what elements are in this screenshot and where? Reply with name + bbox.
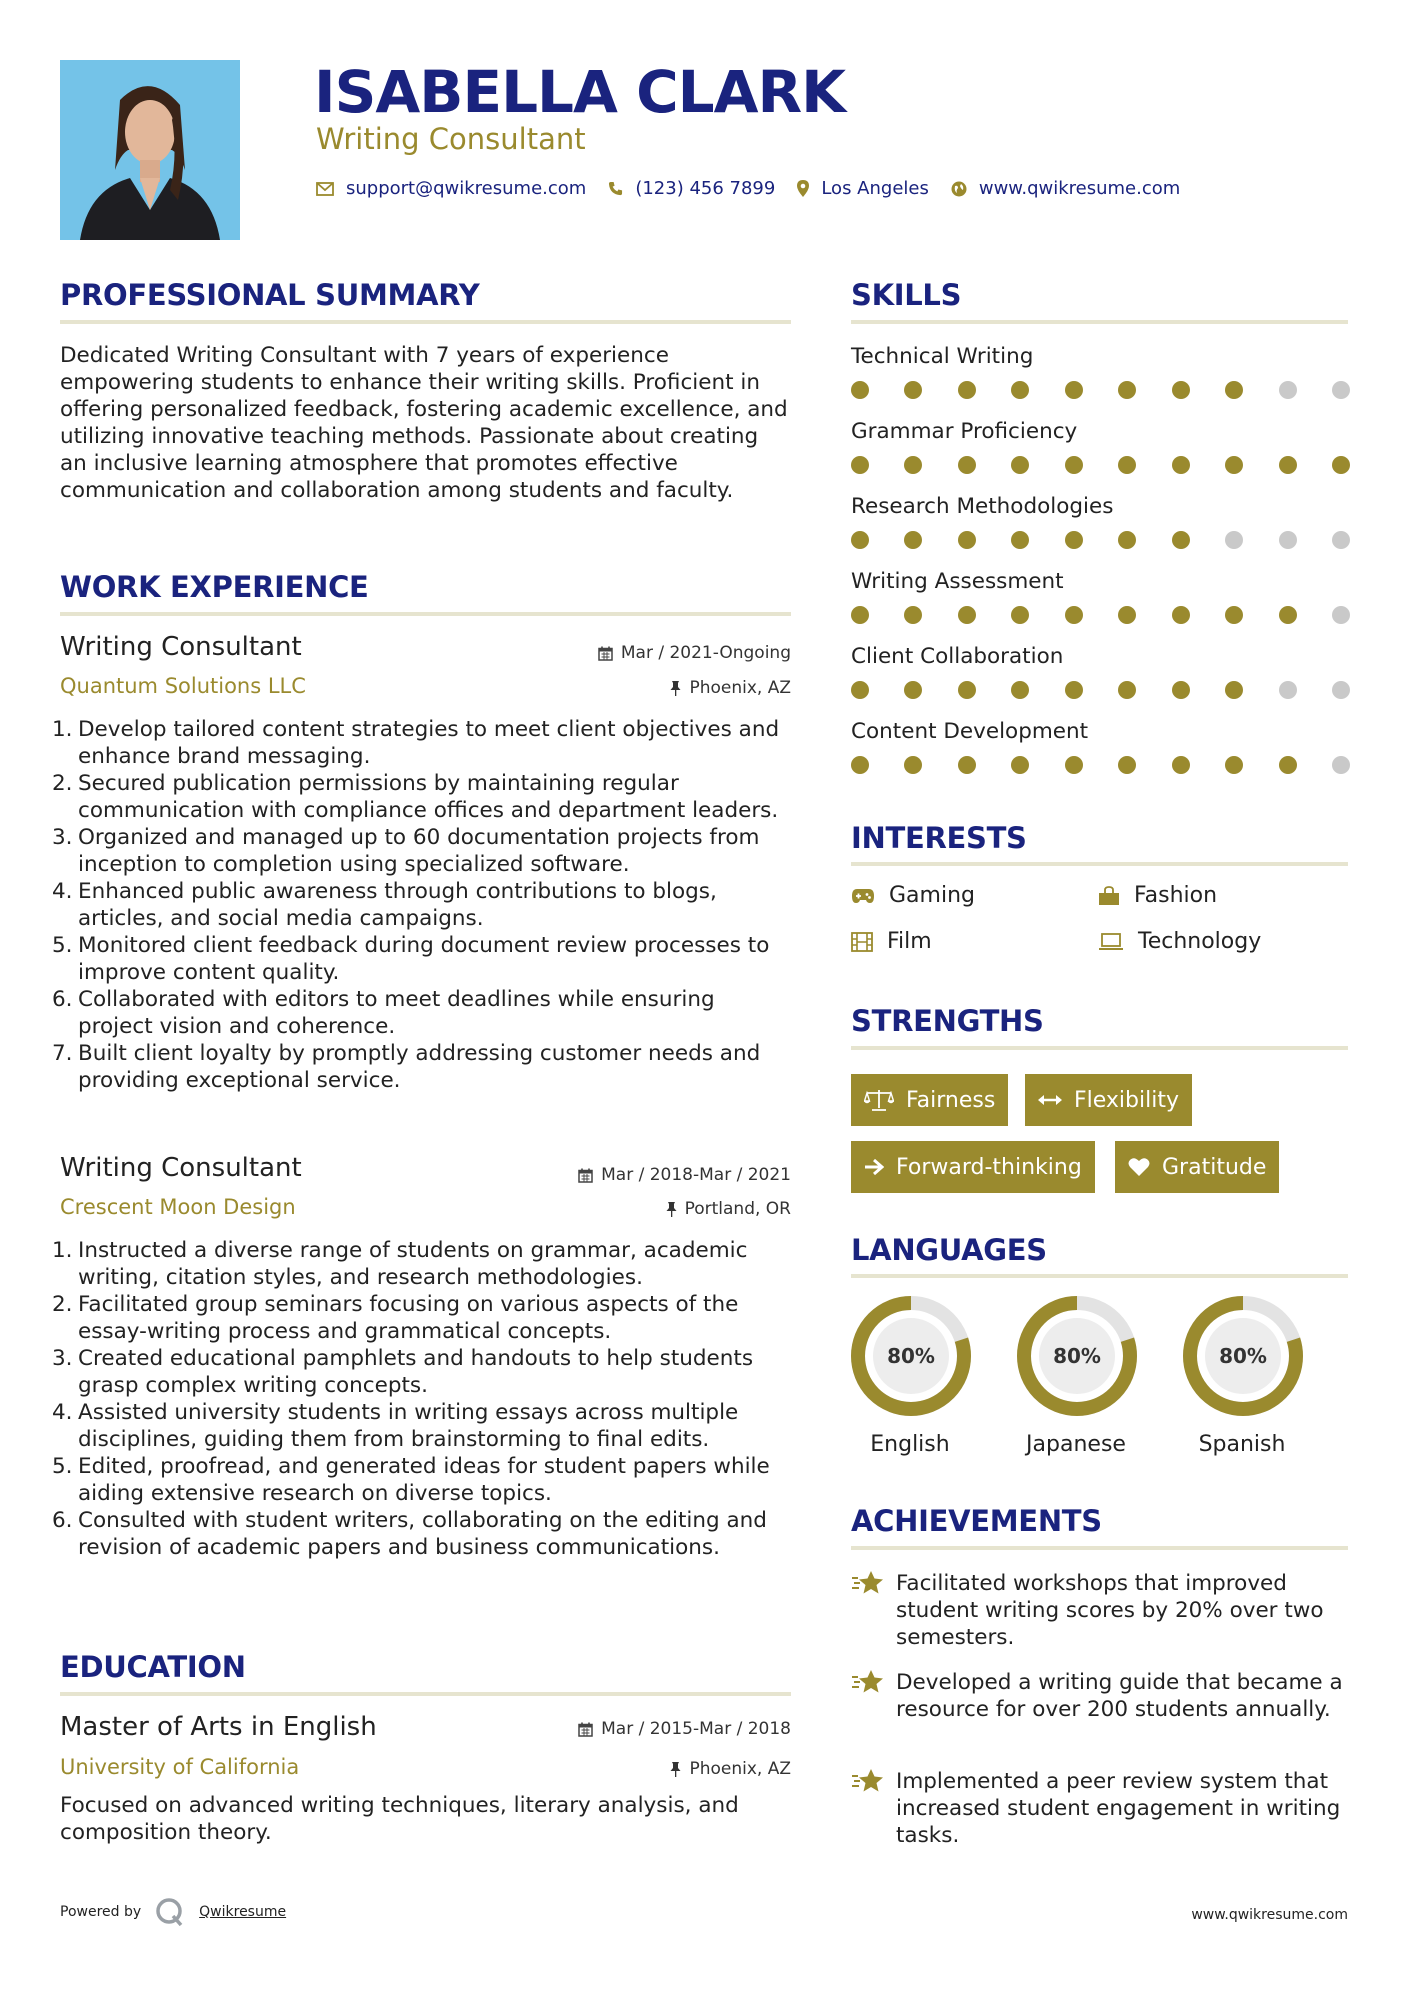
skill-dot-filled bbox=[1225, 381, 1243, 399]
skill-dot-filled bbox=[1065, 681, 1083, 699]
achievements-heading: ACHIEVEMENTS bbox=[851, 1504, 1102, 1538]
interest-item: Film bbox=[851, 929, 932, 954]
skill-dot-filled bbox=[904, 381, 922, 399]
contact-email[interactable] bbox=[316, 178, 586, 199]
skill-dot-filled bbox=[904, 681, 922, 699]
strength-tag: Flexibility bbox=[1025, 1074, 1192, 1126]
skill-dot-filled bbox=[958, 531, 976, 549]
school-name: University of California bbox=[60, 1755, 300, 1779]
skill-dot-filled bbox=[1172, 531, 1190, 549]
job-dates-text: Mar / 2018-Mar / 2021 bbox=[601, 1165, 791, 1185]
skill-dot-empty bbox=[1332, 681, 1350, 699]
achievement-item: Developed a writing guide that became a resource for over 200 students annually. bbox=[851, 1669, 1351, 1723]
strength-tag: Gratitude bbox=[1115, 1141, 1279, 1193]
job-location-text: Phoenix, AZ bbox=[689, 678, 791, 698]
skill-dot-filled bbox=[1118, 681, 1136, 699]
summary-heading: PROFESSIONAL SUMMARY bbox=[60, 278, 480, 312]
education-heading: EDUCATION bbox=[60, 1650, 246, 1684]
education-description: Focused on advanced writing techniques, literary analysis, and composition theory. bbox=[60, 1793, 739, 1845]
skill-dot-filled bbox=[1011, 381, 1029, 399]
education-location bbox=[670, 1759, 791, 1779]
list-item: 2. Facilitated group seminars focusing on various aspects of the essay-writing process and grammatical concepts. bbox=[52, 1292, 739, 1344]
language-name: English bbox=[870, 1432, 950, 1457]
strengths-heading: STRENGTHS bbox=[851, 1004, 1044, 1038]
skill-dot-filled bbox=[904, 756, 922, 774]
job-company: Crescent Moon Design bbox=[60, 1195, 296, 1219]
interest-item: Gaming bbox=[851, 883, 975, 908]
strength-tag: Forward-thinking bbox=[851, 1141, 1095, 1193]
strengths-divider bbox=[851, 1046, 1348, 1050]
list-item: 3. Created educational pamphlets and handouts to help students grasp complex writing concepts. bbox=[52, 1346, 754, 1398]
phone-text: (123) 456 7899 bbox=[635, 178, 776, 199]
skill-rating bbox=[851, 381, 1351, 401]
footer-website[interactable]: www.qwikresume.com bbox=[1191, 1907, 1348, 1923]
calendar-icon bbox=[598, 646, 613, 661]
skill-dot-filled bbox=[1011, 606, 1029, 624]
skill-dot-filled bbox=[1011, 456, 1029, 474]
skill-dot-filled bbox=[1065, 381, 1083, 399]
interest-item: Fashion bbox=[1098, 883, 1217, 908]
job-company: Quantum Solutions LLC bbox=[60, 674, 306, 698]
skill-dot-filled bbox=[1118, 606, 1136, 624]
film-icon bbox=[851, 932, 873, 952]
job-location-text: Portland, OR bbox=[684, 1199, 791, 1219]
calendar-icon bbox=[578, 1168, 593, 1183]
skill-rating bbox=[851, 756, 1351, 776]
pushpin-icon bbox=[670, 1762, 681, 1777]
interests-heading: INTERESTS bbox=[851, 821, 1027, 855]
contact-phone[interactable] bbox=[608, 178, 775, 199]
languages-heading: LANGUAGES bbox=[851, 1233, 1047, 1267]
skill-dot-filled bbox=[1011, 756, 1029, 774]
skill-dot-filled bbox=[851, 456, 869, 474]
language-ring bbox=[1014, 1293, 1140, 1419]
skill-name: Technical Writing bbox=[851, 344, 1034, 369]
list-item: 4. Assisted university students in writing essays across multiple disciplines, guiding them from brainstorming to final edits. bbox=[52, 1400, 739, 1452]
globe-icon bbox=[951, 181, 967, 197]
education-divider bbox=[60, 1692, 791, 1696]
skill-dot-filled bbox=[851, 606, 869, 624]
star-icon bbox=[851, 1570, 885, 1603]
contact-location bbox=[797, 178, 929, 199]
star-icon bbox=[851, 1669, 885, 1702]
skill-dot-filled bbox=[1225, 456, 1243, 474]
gamepad-icon bbox=[851, 888, 875, 904]
skill-dot-empty bbox=[1332, 381, 1350, 399]
education-dates bbox=[578, 1719, 791, 1739]
skill-dot-filled bbox=[904, 531, 922, 549]
list-item: 5. Monitored client feedback during document review processes to improve content quality. bbox=[52, 933, 770, 985]
skill-name: Client Collaboration bbox=[851, 644, 1064, 669]
list-item: 1. Develop tailored content strategies to meet client objectives and enhance brand messaging. bbox=[52, 717, 780, 769]
strength-tag: Fairness bbox=[851, 1074, 1008, 1126]
list-item: 4. Enhanced public awareness through contributions to blogs, articles, and social media campaigns. bbox=[52, 879, 717, 931]
skill-rating bbox=[851, 681, 1351, 701]
skill-dot-filled bbox=[1225, 681, 1243, 699]
skill-dot-filled bbox=[958, 681, 976, 699]
job-duties-list bbox=[52, 716, 792, 1094]
language-percent: 80% bbox=[1053, 1344, 1101, 1368]
achievement-item: Facilitated workshops that improved student writing scores by 20% over two semesters. bbox=[851, 1570, 1351, 1651]
skill-dot-filled bbox=[1332, 456, 1350, 474]
skill-dot-empty bbox=[1225, 531, 1243, 549]
pushpin-icon bbox=[666, 1202, 677, 1217]
summary-divider bbox=[60, 320, 791, 324]
job-location bbox=[666, 1199, 791, 1219]
skill-dot-filled bbox=[851, 381, 869, 399]
skill-name: Content Development bbox=[851, 719, 1089, 744]
skill-dot-filled bbox=[851, 756, 869, 774]
skill-dot-empty bbox=[1332, 756, 1350, 774]
education-location-text: Phoenix, AZ bbox=[689, 1759, 791, 1779]
languages-divider bbox=[851, 1274, 1348, 1278]
achievement-item: Implemented a peer review system that increased student engagement in writing tasks. bbox=[851, 1768, 1351, 1849]
skill-name: Writing Assessment bbox=[851, 569, 1064, 594]
list-item: 3. Organized and managed up to 60 documentation projects from inception to completion using specialized software. bbox=[52, 825, 760, 877]
skill-dot-filled bbox=[1279, 606, 1297, 624]
job-location bbox=[670, 678, 791, 698]
list-item: 6. Consulted with student writers, collaborating on the editing and revision of academic papers and business communications. bbox=[52, 1508, 767, 1560]
skill-dot-filled bbox=[1279, 756, 1297, 774]
envelope-icon bbox=[316, 182, 334, 196]
skills-divider bbox=[851, 320, 1348, 324]
skill-dot-filled bbox=[1225, 756, 1243, 774]
work-heading: WORK EXPERIENCE bbox=[60, 570, 369, 604]
profile-photo bbox=[60, 60, 240, 240]
language-name: Japanese bbox=[1026, 1432, 1126, 1457]
skill-dot-filled bbox=[1065, 606, 1083, 624]
location-text: Los Angeles bbox=[821, 178, 929, 199]
work-divider bbox=[60, 612, 791, 616]
heart-icon bbox=[1128, 1157, 1150, 1177]
phone-icon bbox=[608, 181, 623, 196]
skill-dot-filled bbox=[1011, 681, 1029, 699]
arrows-horizontal-icon bbox=[1038, 1093, 1062, 1107]
skills-heading: SKILLS bbox=[851, 278, 962, 312]
skill-dot-empty bbox=[1332, 531, 1350, 549]
laptop-icon bbox=[1098, 933, 1124, 951]
shopping-bag-icon bbox=[1098, 886, 1120, 906]
skill-rating bbox=[851, 456, 1351, 476]
skill-dot-empty bbox=[1279, 531, 1297, 549]
skill-dot-filled bbox=[1118, 381, 1136, 399]
skill-dot-filled bbox=[904, 606, 922, 624]
education-dates-text: Mar / 2015-Mar / 2018 bbox=[601, 1719, 791, 1739]
job-dates-text: Mar / 2021-Ongoing bbox=[620, 643, 791, 663]
email-text: support@qwikresume.com bbox=[346, 178, 587, 199]
skill-dot-empty bbox=[1279, 381, 1297, 399]
map-pin-icon bbox=[797, 180, 809, 197]
skill-dot-filled bbox=[958, 606, 976, 624]
language-percent: 80% bbox=[887, 1344, 935, 1368]
skill-dot-filled bbox=[958, 456, 976, 474]
language-name: Spanish bbox=[1198, 1432, 1286, 1457]
achievements-divider bbox=[851, 1546, 1348, 1550]
interests-divider bbox=[851, 862, 1348, 866]
skill-dot-filled bbox=[851, 681, 869, 699]
skill-dot-filled bbox=[1225, 606, 1243, 624]
skill-dot-filled bbox=[1172, 681, 1190, 699]
language-ring bbox=[848, 1293, 974, 1419]
arrow-right-icon bbox=[864, 1158, 884, 1176]
skill-dot-filled bbox=[1065, 456, 1083, 474]
job-dates bbox=[578, 1165, 791, 1185]
skill-dot-filled bbox=[1172, 456, 1190, 474]
skill-dot-empty bbox=[1279, 681, 1297, 699]
skill-dot-filled bbox=[1172, 381, 1190, 399]
contact-website[interactable] bbox=[951, 178, 1180, 199]
skill-dot-filled bbox=[904, 456, 922, 474]
summary-text: Dedicated Writing Consultant with 7 years of experience empowering students to enhance their writing skills. Proficient in offering personalized feedback, fostering academic excellence, and utilizing innovative teaching methods. Passionate about creating an inclusive learning atmosphere that promotes effective communication and collaboration among students and faculty. bbox=[60, 343, 788, 503]
job-title: Writing Consultant bbox=[60, 632, 302, 662]
skill-dot-filled bbox=[1279, 456, 1297, 474]
skill-dot-empty bbox=[1332, 606, 1350, 624]
star-icon bbox=[851, 1768, 885, 1801]
skill-dot-filled bbox=[1065, 756, 1083, 774]
calendar-icon bbox=[578, 1722, 593, 1737]
interest-item: Technology bbox=[1098, 929, 1261, 954]
skill-dot-filled bbox=[1011, 531, 1029, 549]
skill-dot-filled bbox=[1118, 531, 1136, 549]
language-percent: 80% bbox=[1219, 1344, 1267, 1368]
skill-rating bbox=[851, 531, 1351, 551]
degree-title: Master of Arts in English bbox=[60, 1712, 377, 1742]
job-dates bbox=[598, 643, 791, 663]
balance-scale-icon bbox=[864, 1089, 894, 1111]
job-duties-list bbox=[52, 1237, 792, 1561]
list-item: 6. Collaborated with editors to meet deadlines while ensuring project vision and coherence. bbox=[52, 987, 715, 1039]
skill-dot-filled bbox=[958, 756, 976, 774]
footer-powered-by: Powered by Qwikresume bbox=[60, 1897, 286, 1927]
list-item: 5. Edited, proofread, and generated ideas for student papers while aiding extensive research on diverse topics. bbox=[52, 1454, 770, 1506]
skill-dot-filled bbox=[1118, 456, 1136, 474]
list-item: 1. Instructed a diverse range of students on grammar, academic writing, citation styles, and research methodologies. bbox=[52, 1238, 748, 1290]
skill-dot-filled bbox=[1172, 756, 1190, 774]
skill-dot-filled bbox=[958, 381, 976, 399]
skill-name: Grammar Proficiency bbox=[851, 419, 1078, 444]
qwikresume-link[interactable]: Qwikresume bbox=[199, 1904, 287, 1920]
list-item: 2. Secured publication permissions by maintaining regular communication with compliance offices and department leaders. bbox=[52, 771, 779, 823]
skill-name: Research Methodologies bbox=[851, 494, 1114, 519]
skill-dot-filled bbox=[1118, 756, 1136, 774]
skill-dot-filled bbox=[1172, 606, 1190, 624]
job-title: Writing Consultant bbox=[60, 1153, 302, 1183]
pushpin-icon bbox=[670, 681, 681, 696]
list-item: 7. Built client loyalty by promptly addressing customer needs and providing exceptional service. bbox=[52, 1041, 761, 1093]
language-ring bbox=[1180, 1293, 1306, 1419]
qwikresume-logo-icon bbox=[155, 1897, 185, 1927]
skill-rating bbox=[851, 606, 1351, 626]
candidate-name: ISABELLA CLARK bbox=[314, 58, 846, 126]
skill-dot-filled bbox=[851, 531, 869, 549]
candidate-role: Writing Consultant bbox=[316, 122, 586, 156]
skill-dot-filled bbox=[1065, 531, 1083, 549]
contact-bar bbox=[316, 178, 1202, 199]
website-text: www.qwikresume.com bbox=[978, 178, 1181, 199]
